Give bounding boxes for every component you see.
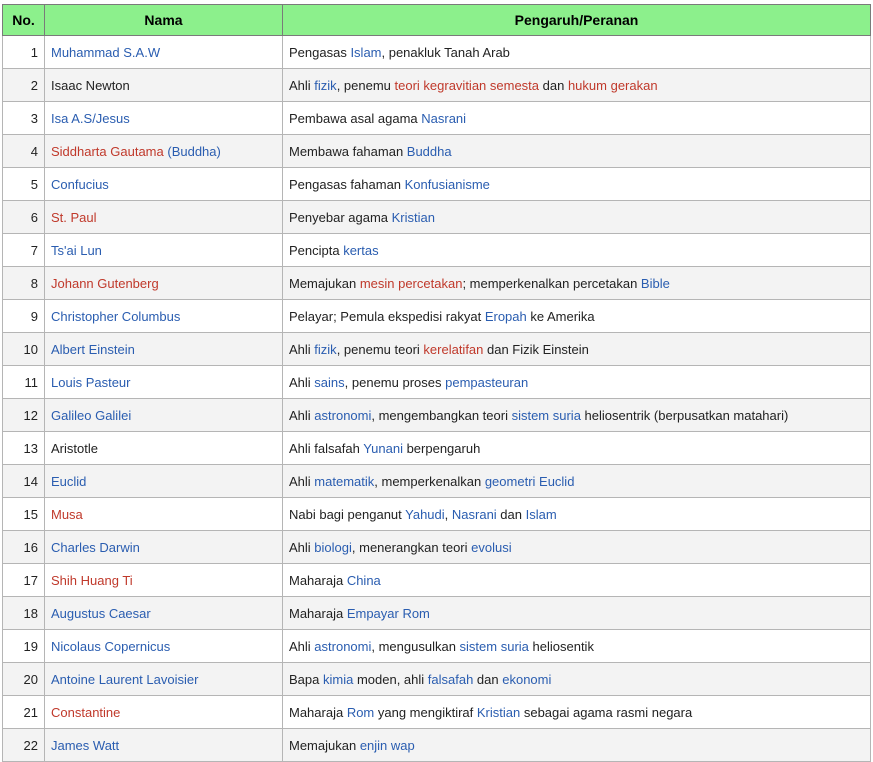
table-row — [3, 135, 871, 168]
cell-rank-number: 5 — [3, 168, 45, 201]
person-role-text: Ahli — [289, 77, 315, 93]
person-role-link[interactable]: fizik — [314, 77, 337, 93]
person-role-link[interactable]: Kristian — [476, 704, 521, 720]
person-role-link[interactable]: falsafah — [427, 671, 474, 687]
person-role-text: dan — [496, 506, 526, 522]
person-role-link[interactable]: Bible — [640, 275, 670, 291]
person-name-link[interactable]: Louis Pasteur — [51, 374, 131, 390]
person-name-link[interactable]: Charles Darwin — [51, 539, 140, 555]
cell-rank-number: 9 — [3, 300, 45, 333]
cell-person-role — [283, 630, 871, 663]
person-role-text: , mengusulkan — [371, 638, 460, 654]
cell-person-role — [283, 564, 871, 597]
person-role-text: , menerangkan teori — [351, 539, 472, 555]
person-role-text: dan — [539, 77, 568, 93]
person-name-link[interactable]: Musa — [51, 506, 83, 522]
cell-rank-number: 20 — [3, 663, 45, 696]
cell-person-name — [45, 696, 283, 729]
cell-person-role — [283, 135, 871, 168]
cell-person-name — [45, 597, 283, 630]
cell-person-name — [45, 564, 283, 597]
person-role-text: Ahli — [289, 539, 315, 555]
person-name-link[interactable]: Nicolaus Copernicus — [51, 638, 171, 654]
person-role-link[interactable]: Kristian — [391, 209, 435, 225]
cell-rank-number: 16 — [3, 531, 45, 564]
person-role-link[interactable]: Islam — [350, 44, 382, 60]
cell-person-name — [45, 729, 283, 762]
cell-person-name — [45, 201, 283, 234]
person-role-text: , penemu proses — [344, 374, 446, 390]
person-role-link[interactable]: Rom — [346, 704, 375, 720]
person-role-text: dan Fizik Einstein — [483, 341, 589, 357]
person-name-link[interactable]: Euclid — [51, 473, 87, 489]
cell-rank-number: 2 — [3, 69, 45, 102]
cell-person-name — [45, 36, 283, 69]
cell-rank-number: 15 — [3, 498, 45, 531]
person-role-text: heliosentik — [528, 638, 594, 654]
person-role-text: Maharaja — [289, 605, 347, 621]
cell-person-name — [45, 168, 283, 201]
person-role-link[interactable]: evolusi — [471, 539, 512, 555]
table-row — [3, 168, 871, 201]
person-role-link[interactable]: kertas — [343, 242, 379, 258]
cell-person-name — [45, 102, 283, 135]
person-role-link[interactable]: geometri Euclid — [484, 473, 575, 489]
person-role-text: , — [444, 506, 452, 522]
person-name-link[interactable]: James Watt — [51, 737, 120, 753]
cell-rank-number: 17 — [3, 564, 45, 597]
column-header-no: No. — [3, 5, 45, 36]
table-body — [3, 36, 871, 762]
cell-rank-number: 8 — [3, 267, 45, 300]
person-role-text: , mengembangkan teori — [371, 407, 512, 423]
cell-person-role — [283, 201, 871, 234]
cell-person-name — [45, 300, 283, 333]
cell-person-role — [283, 597, 871, 630]
person-name-link[interactable]: Ts'ai Lun — [51, 242, 102, 258]
person-role-text: Maharaja — [289, 572, 347, 588]
person-role-link[interactable]: pempasteuran — [445, 374, 529, 390]
table-row — [3, 630, 871, 663]
person-role-link[interactable]: sistem suria — [511, 407, 581, 423]
cell-rank-number: 21 — [3, 696, 45, 729]
cell-rank-number: 14 — [3, 465, 45, 498]
person-role-link[interactable]: fizik — [314, 341, 337, 357]
person-role-text: Ahli falsafah — [289, 440, 364, 456]
cell-person-name — [45, 69, 283, 102]
person-role-text: berpengaruh — [402, 440, 481, 456]
cell-person-role — [283, 729, 871, 762]
page-root — [0, 4, 873, 753]
person-role-link[interactable]: kerelatifan — [423, 341, 484, 357]
table-row — [3, 597, 871, 630]
person-name-link[interactable]: Siddharta Gautama — [51, 143, 168, 159]
cell-rank-number: 13 — [3, 432, 45, 465]
person-role-link[interactable]: Empayar Rom — [346, 605, 430, 621]
cell-rank-number: 6 — [3, 201, 45, 234]
person-name-link[interactable]: (Buddha) — [167, 143, 221, 159]
cell-person-role — [283, 267, 871, 300]
person-role-link[interactable]: mesin percetakan — [359, 275, 463, 291]
person-role-text: Pembawa asal agama — [289, 110, 422, 126]
person-name-link[interactable]: Shih Huang Ti — [51, 572, 133, 588]
person-role-link[interactable]: sains — [314, 374, 345, 390]
cell-person-name — [45, 366, 283, 399]
person-name-text: Aristotle — [51, 440, 98, 456]
person-role-text: Ahli — [289, 341, 315, 357]
person-role-text: Maharaja — [289, 704, 347, 720]
cell-rank-number: 4 — [3, 135, 45, 168]
cell-person-name — [45, 531, 283, 564]
person-role-link[interactable]: sistem suria — [459, 638, 529, 654]
cell-person-role — [283, 168, 871, 201]
person-name-text: Isaac Newton — [51, 77, 130, 93]
person-role-text: ; memperkenalkan percetakan — [462, 275, 641, 291]
person-role-link[interactable]: Konfusianisme — [404, 176, 490, 192]
cell-person-role — [283, 102, 871, 135]
person-name-link[interactable]: Constantine — [51, 704, 121, 720]
person-name-link[interactable]: Augustus Caesar — [51, 605, 151, 621]
person-role-text: Pelayar; Pemula ekspedisi rakyat — [289, 308, 485, 324]
cell-person-role — [283, 432, 871, 465]
person-name-link[interactable]: Albert Einstein — [51, 341, 135, 357]
table-row — [3, 531, 871, 564]
cell-person-role — [283, 399, 871, 432]
influential-people-table — [2, 4, 871, 762]
person-name-link[interactable]: Galileo Galilei — [51, 407, 132, 423]
cell-person-name — [45, 663, 283, 696]
person-role-text: Pengasas — [289, 44, 351, 60]
person-role-link[interactable]: teori kegravitian semesta — [394, 77, 540, 93]
cell-person-name — [45, 333, 283, 366]
cell-rank-number: 3 — [3, 102, 45, 135]
person-role-text: , penemu — [336, 77, 395, 93]
cell-person-role — [283, 696, 871, 729]
table-row — [3, 69, 871, 102]
person-role-link[interactable]: astronomi — [314, 407, 372, 423]
person-role-text: sebagai agama rasmi negara — [520, 704, 693, 720]
person-role-link[interactable]: matematik — [314, 473, 375, 489]
cell-person-name — [45, 432, 283, 465]
cell-person-name — [45, 234, 283, 267]
person-role-text: Pencipta — [289, 242, 344, 258]
person-role-link[interactable]: Eropah — [484, 308, 527, 324]
person-role-text: Ahli — [289, 374, 315, 390]
cell-rank-number: 12 — [3, 399, 45, 432]
cell-rank-number: 22 — [3, 729, 45, 762]
person-role-text: Membawa fahaman — [289, 143, 407, 159]
person-role-text: Pengasas fahaman — [289, 176, 405, 192]
person-role-link[interactable]: astronomi — [314, 638, 372, 654]
cell-person-name — [45, 498, 283, 531]
column-header-name: Nama — [45, 5, 283, 36]
person-name-link[interactable]: Confucius — [51, 176, 109, 192]
person-role-text: yang mengiktiraf — [374, 704, 477, 720]
table-row — [3, 366, 871, 399]
table-row — [3, 663, 871, 696]
cell-person-role — [283, 465, 871, 498]
cell-person-role — [283, 663, 871, 696]
cell-rank-number: 19 — [3, 630, 45, 663]
person-role-text: , penakluk Tanah Arab — [381, 44, 510, 60]
person-role-link[interactable]: Yahudi — [405, 506, 445, 522]
table-row — [3, 36, 871, 69]
cell-rank-number: 7 — [3, 234, 45, 267]
cell-person-name — [45, 267, 283, 300]
person-role-text: Memajukan — [289, 737, 360, 753]
person-role-text: heliosentrik (berpusatkan matahari) — [580, 407, 789, 423]
cell-person-name — [45, 135, 283, 168]
person-role-text: dan — [473, 671, 503, 687]
person-name-link[interactable]: Muhammad S.A.W — [51, 44, 161, 60]
table-header-row — [3, 5, 871, 36]
cell-rank-number: 11 — [3, 366, 45, 399]
person-role-link[interactable]: kimia — [322, 671, 354, 687]
person-role-link[interactable]: Yunani — [363, 440, 403, 456]
table-row — [3, 696, 871, 729]
person-role-text: Penyebar agama — [289, 209, 392, 225]
table-head — [3, 5, 871, 36]
cell-person-name — [45, 399, 283, 432]
table-row — [3, 333, 871, 366]
person-role-text: , penemu teori — [336, 341, 424, 357]
person-role-text: Ahli — [289, 407, 315, 423]
cell-person-role — [283, 36, 871, 69]
person-role-text: moden, ahli — [353, 671, 428, 687]
table-row — [3, 465, 871, 498]
person-role-text: Bapa — [289, 671, 323, 687]
person-role-text: , memperkenalkan — [374, 473, 485, 489]
person-name-link[interactable]: Christopher Columbus — [51, 308, 181, 324]
person-role-link[interactable]: Nasrani — [451, 506, 497, 522]
person-name-link[interactable]: Antoine Laurent Lavoisier — [51, 671, 199, 687]
table-row — [3, 729, 871, 762]
person-role-text: Ahli — [289, 638, 315, 654]
person-name-link[interactable]: Isa A.S/Jesus — [51, 110, 130, 126]
cell-person-role — [283, 366, 871, 399]
person-role-link[interactable]: ekonomi — [502, 671, 552, 687]
person-role-link[interactable]: Islam — [525, 506, 557, 522]
cell-person-role — [283, 333, 871, 366]
cell-person-role — [283, 234, 871, 267]
person-role-text: Memajukan — [289, 275, 360, 291]
cell-rank-number: 18 — [3, 597, 45, 630]
person-role-text: ke Amerika — [526, 308, 595, 324]
cell-person-role — [283, 69, 871, 102]
person-role-link[interactable]: enjin wap — [359, 737, 415, 753]
cell-person-name — [45, 630, 283, 663]
person-role-link[interactable]: China — [346, 572, 381, 588]
cell-rank-number: 10 — [3, 333, 45, 366]
person-role-text: Nabi bagi penganut — [289, 506, 406, 522]
table-row — [3, 234, 871, 267]
cell-person-name — [45, 465, 283, 498]
person-name-link[interactable]: Johann Gutenberg — [51, 275, 159, 291]
table-row — [3, 201, 871, 234]
person-name-link[interactable]: St. Paul — [51, 209, 97, 225]
table-row — [3, 564, 871, 597]
table-row — [3, 432, 871, 465]
person-role-link[interactable]: biologi — [314, 539, 352, 555]
cell-person-role — [283, 498, 871, 531]
table-row — [3, 498, 871, 531]
cell-person-role — [283, 531, 871, 564]
table-row — [3, 267, 871, 300]
column-header-role: Pengaruh/Peranan — [283, 5, 871, 36]
table-row — [3, 399, 871, 432]
person-role-link[interactable]: hukum gerakan — [567, 77, 658, 93]
person-role-text: Ahli — [289, 473, 315, 489]
person-role-link[interactable]: Buddha — [406, 143, 452, 159]
cell-rank-number: 1 — [3, 36, 45, 69]
table-row — [3, 102, 871, 135]
person-role-link[interactable]: Nasrani — [421, 110, 467, 126]
table-row — [3, 300, 871, 333]
cell-person-role — [283, 300, 871, 333]
